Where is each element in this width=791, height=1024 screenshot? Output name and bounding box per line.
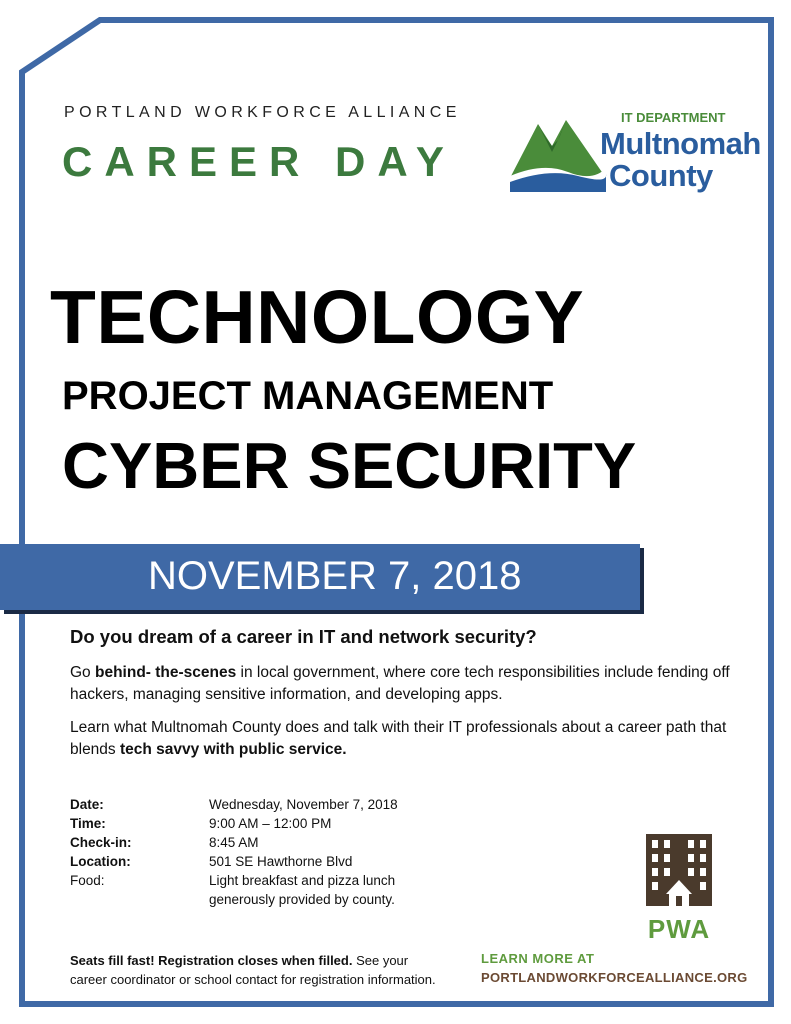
detail-label: Date:: [70, 797, 104, 812]
headline-project-management: PROJECT MANAGEMENT: [62, 374, 554, 418]
detail-label: Location:: [70, 854, 131, 869]
detail-label: Check-in:: [70, 835, 132, 850]
detail-row-location: [70, 852, 409, 871]
logo-name-line1: Multnomah: [600, 126, 761, 161]
pwa-logo: [644, 832, 714, 944]
building-icon: [646, 834, 712, 906]
paragraph-learn-more: [70, 717, 730, 761]
p2-text-start: Learn what Multnomah County does and talk with their IT professionals about a career path that blends: [70, 719, 727, 758]
detail-row-time: [70, 814, 409, 833]
paragraph-behind-the-scenes: [70, 662, 730, 706]
mountain-logo-icon: [508, 112, 608, 192]
pwa-letters: PWA: [647, 914, 711, 944]
registration-note-line2: career coordinator or school contact for registration information.: [70, 972, 436, 987]
detail-row-checkin: [70, 833, 409, 852]
learn-more-label: LEARN MORE AT: [481, 951, 595, 966]
headline-cyber-security: CYBER SECURITY: [62, 429, 637, 502]
detail-row-date: [70, 795, 409, 814]
detail-label: Time:: [70, 816, 106, 831]
detail-value: Light breakfast and pizza lunch generously provided by county.: [209, 873, 396, 907]
date-banner: [0, 544, 640, 610]
logo-name-line2: County: [609, 158, 713, 193]
p1-text-end: in local government, where core tech responsibilities include fending off hackers, managing sensitive information, and developing apps.: [70, 664, 730, 703]
website-link[interactable]: PORTLANDWORKFORCEALLIANCE.ORG: [481, 970, 748, 985]
p2-bold-text: tech savvy with public service.: [119, 741, 347, 758]
registration-bold-text: Seats fill fast! Registration closes when filled.: [70, 953, 353, 968]
detail-value: 9:00 AM – 12:00 PM: [209, 816, 332, 831]
detail-value: Wednesday, November 7, 2018: [209, 797, 398, 812]
lead-question: Do you dream of a career in IT and network security?: [70, 626, 537, 647]
event-title: CAREER DAY: [62, 138, 456, 185]
registration-note-line1: [70, 951, 436, 970]
detail-row-food: [70, 871, 409, 909]
event-details-list: [70, 795, 409, 909]
registration-text: See your: [352, 953, 409, 968]
multnomah-county-logo: [508, 108, 761, 194]
detail-value: 8:45 AM: [209, 835, 259, 850]
registration-note: [70, 951, 436, 989]
headline-technology: TECHNOLOGY: [50, 275, 585, 359]
detail-value: 501 SE Hawthorne Blvd: [209, 854, 353, 869]
p1-bold-text: behind- the-scenes: [94, 664, 237, 681]
organization-name: PORTLAND WORKFORCE ALLIANCE: [64, 104, 461, 121]
p1-text-start: Go: [70, 664, 95, 681]
logo-department: IT DEPARTMENT: [621, 110, 726, 125]
detail-label: Food:: [70, 873, 105, 888]
date-banner-text: NOVEMBER 7, 2018: [148, 554, 522, 598]
